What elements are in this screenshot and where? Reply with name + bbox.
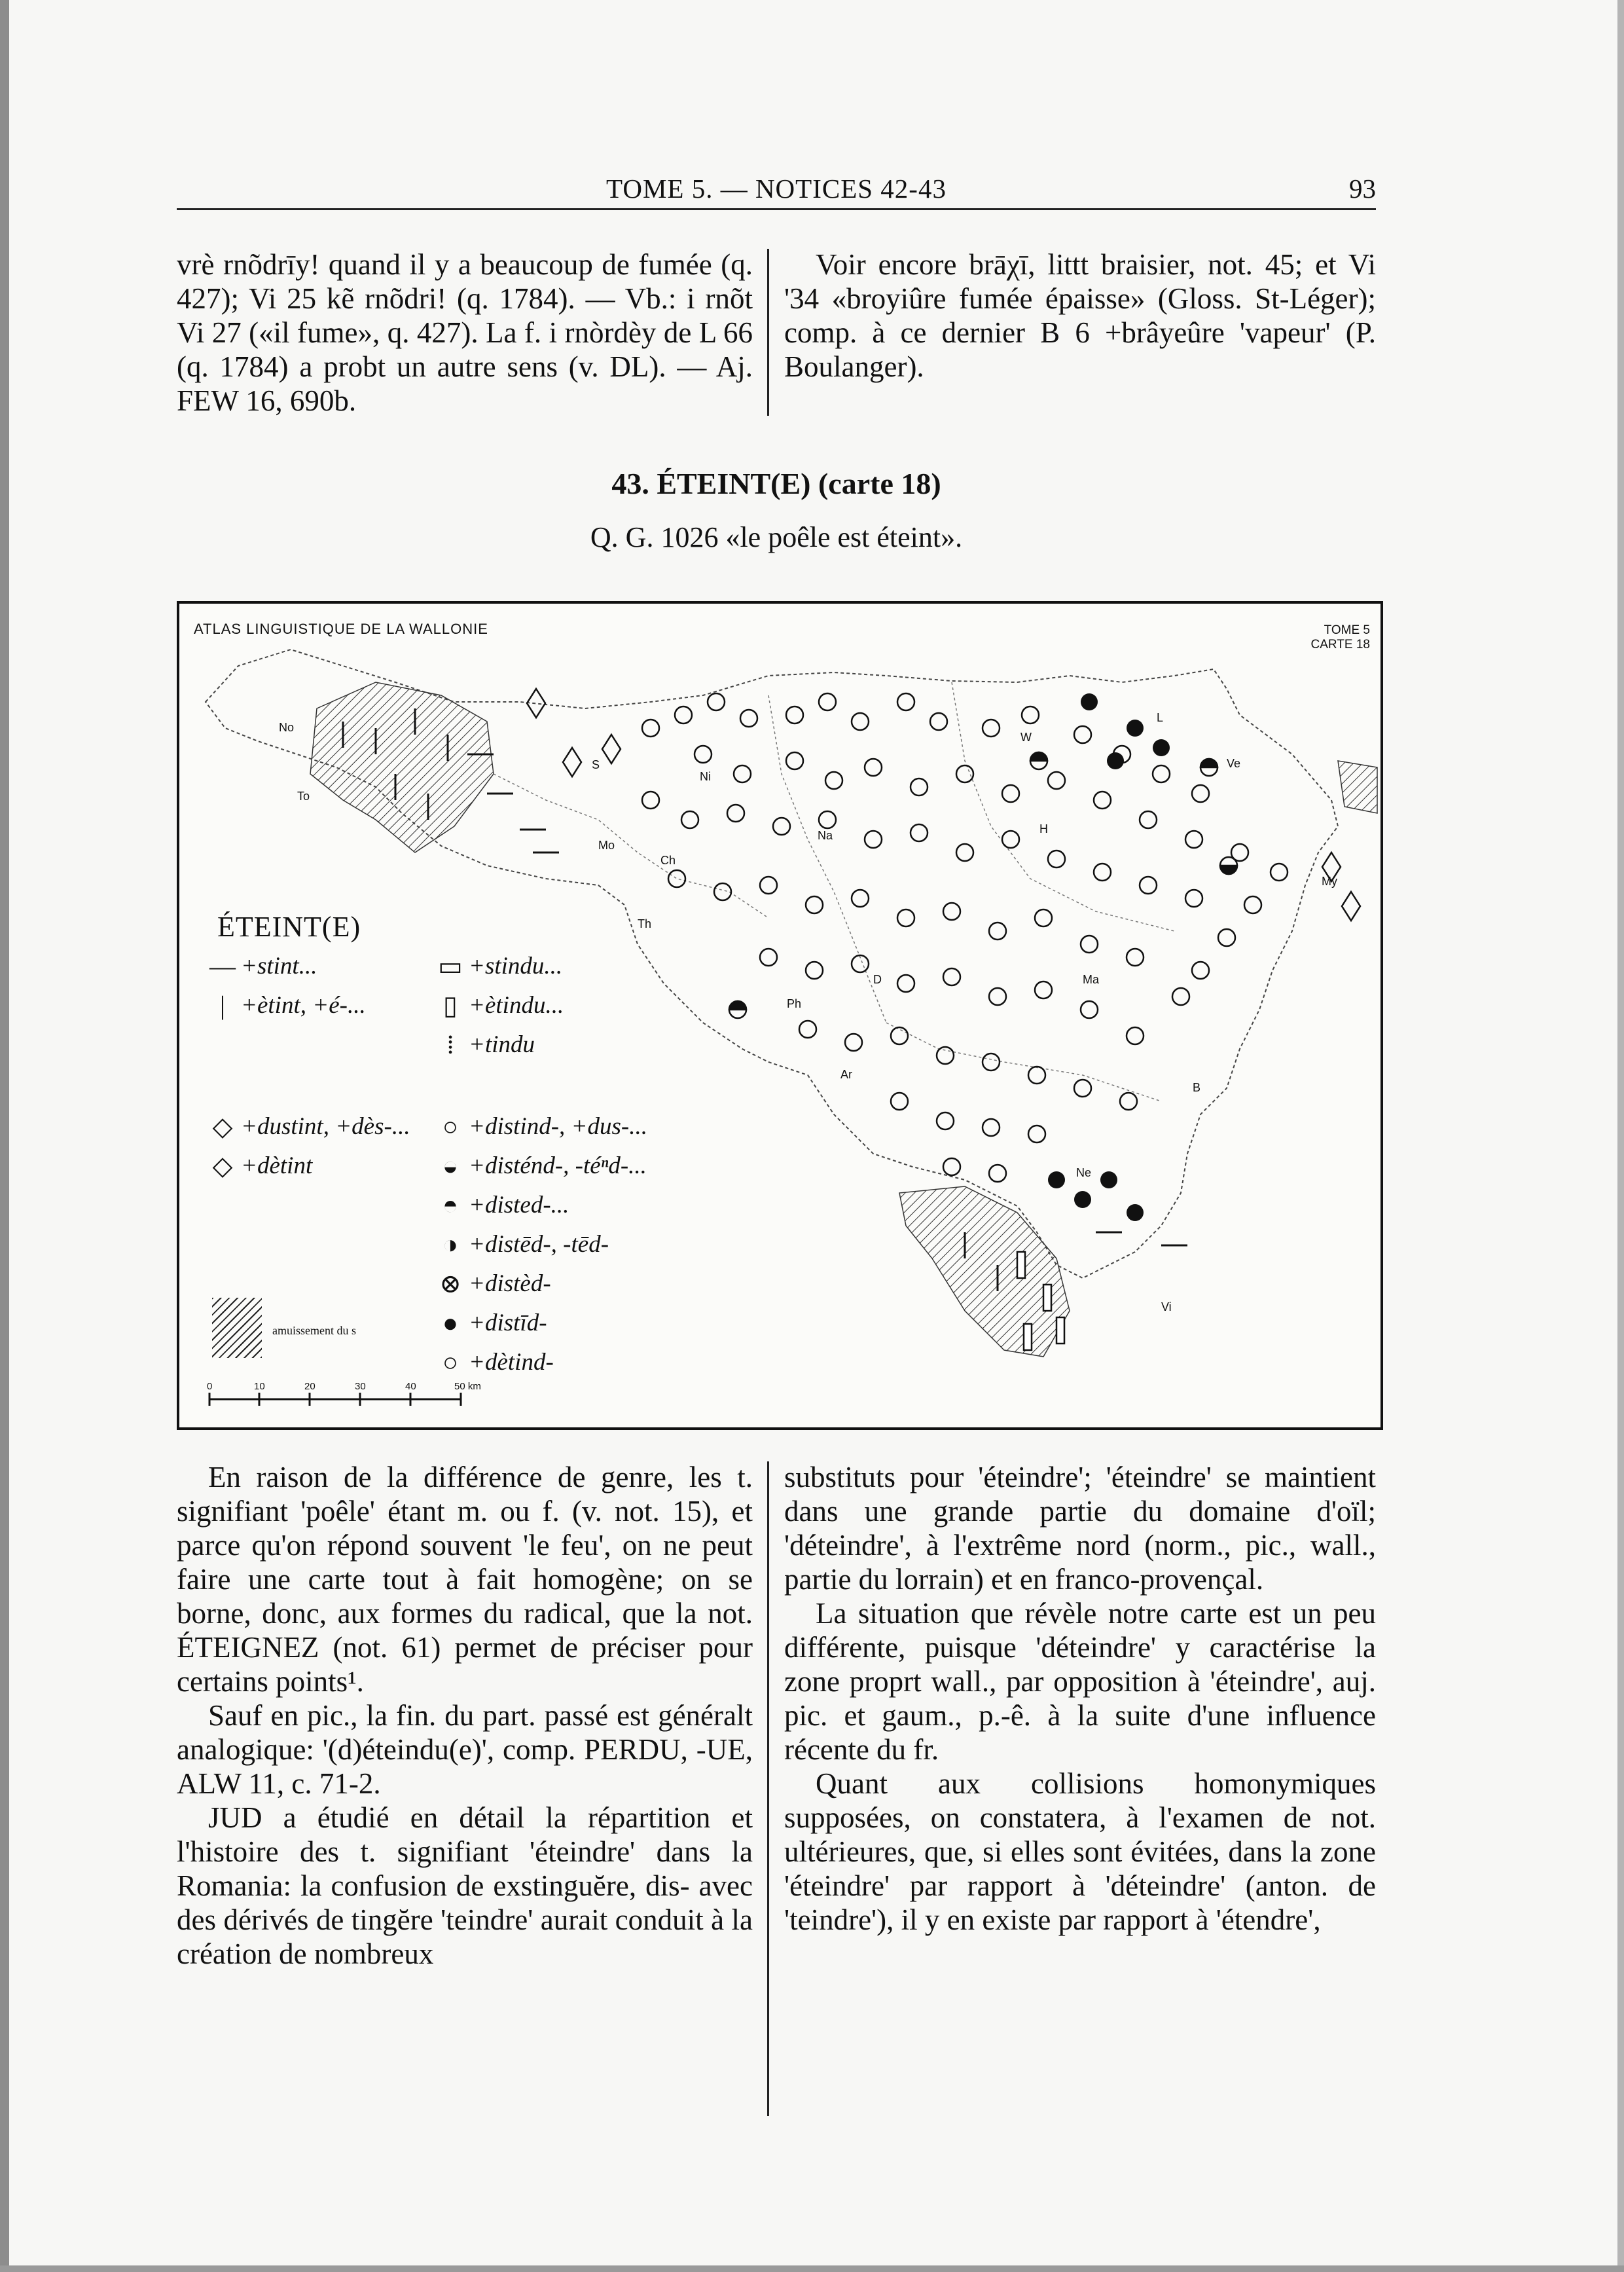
scan-edge-right: [1617, 0, 1624, 2272]
legend-item: [436, 1268, 551, 1299]
svg-text:W: W: [1020, 731, 1032, 744]
legend-item: [436, 1029, 535, 1060]
survey-points: [642, 693, 1288, 1182]
legend-label: +distēd-, -tēd-: [469, 1231, 609, 1258]
page-number: 93: [1349, 174, 1376, 204]
legend-item: [436, 1190, 569, 1220]
legend-item: [436, 1111, 647, 1142]
scale-tick-label: 10: [254, 1381, 265, 1392]
paragraph: Quant aux collisions homonymiques supposées, on constatera, à l'examen de not. ultérieures, que, si elles sont évitées, dans la zone 'éteindre' par rapport à 'déteindre' (anton. de 'teindre'), il y en existe par rapport à 'étendre',: [784, 1767, 1376, 1936]
legend-symbol: ◇: [212, 1112, 233, 1141]
section-title: 43. ÉTEINT(E) (carte 18): [611, 467, 941, 500]
scale-tick-label: 20: [304, 1381, 316, 1392]
svg-text:No: No: [279, 721, 295, 734]
top-right-column: [784, 247, 1376, 384]
svg-text:Ph: Ph: [787, 997, 802, 1010]
legend-symbol: ▭: [438, 951, 463, 981]
legend-symbol: ▯: [442, 991, 458, 1020]
legend-item: [436, 1150, 647, 1181]
legend-title: ÉTEINT(E): [217, 911, 361, 943]
half-filled-points: [729, 752, 1237, 1018]
legend-label: +dustint, +dès-...: [241, 1113, 410, 1140]
filled-points: [1048, 693, 1170, 1221]
province-boundary: [494, 774, 768, 918]
svg-text:Ni: Ni: [700, 770, 711, 783]
svg-text:Na: Na: [818, 829, 833, 842]
legend-item: [436, 951, 562, 981]
svg-text:Th: Th: [638, 917, 652, 930]
province-boundary: [886, 1023, 1161, 1101]
province-boundary: [768, 695, 886, 1023]
svg-text:D: D: [873, 973, 882, 986]
bottom-left-column: [177, 1460, 753, 1971]
column-divider-bottom: [767, 1461, 769, 2116]
legend-item: [208, 990, 366, 1021]
legend-label: +dètint: [241, 1152, 313, 1179]
svg-text:My: My: [1322, 875, 1337, 888]
legend-symbol: ●: [442, 1308, 459, 1338]
tome-label: [1311, 623, 1370, 652]
legend-item: [208, 1150, 312, 1181]
scale-tick-label: 30: [355, 1381, 366, 1392]
legend-item: [208, 951, 317, 981]
province-boundary: [952, 682, 1174, 931]
scale-tick-label: 40: [405, 1381, 416, 1392]
svg-text:H: H: [1039, 822, 1048, 835]
svg-text:Vi: Vi: [1161, 1300, 1172, 1313]
scan-edge-left: [0, 0, 9, 2272]
legend-label: +ètindu...: [469, 992, 564, 1019]
legend-symbol: ◑: [442, 1230, 459, 1259]
legend-label: +disténd-, -téⁿd-...: [469, 1152, 647, 1179]
scale-tick-label: 0: [207, 1381, 213, 1392]
legend-item: [436, 1308, 547, 1338]
scale-bar: [209, 1393, 461, 1406]
legend-symbol: ◇: [212, 1151, 233, 1181]
paragraph: JUD a étudié en détail la répartition et l'histoire des t. signifiant 'éteindre' dans la Romania: la confusion de exstinguĕre, dis- avec des dérivés de tingĕre 'teindre' aurait conduit à la création de nombreux: [177, 1801, 753, 1970]
scale-labels: [207, 1381, 481, 1392]
svg-text:To: To: [297, 790, 310, 803]
legend-symbol: ⁞: [446, 1030, 454, 1059]
section-subtitle: Q. G. 1026 «le poêle est éteint».: [590, 521, 963, 553]
legend-label: +distind-, +dus-...: [469, 1113, 647, 1140]
svg-text:Ch: Ch: [660, 854, 676, 867]
top-left-paragraph: vrè rnõdrīy! quand il y a beaucoup de fumée (q. 427); Vi 25 kẽ rnõdri! (q. 1784). — Vb.: i rnõt Vi 27 («il fume», q. 427). La f. i rnòrdèy de L 66 (q. 1784) a probt un autre sens (v. DL). — Aj. FEW 16, 690b.: [177, 248, 753, 417]
atlas-label: ATLAS LINGUISTIQUE DE LA WALLONIE: [194, 621, 488, 637]
paragraph: Sauf en pic., la fin. du part. passé est généralt analogique: '(d)éteindu(e)', comp. PERDU, -UE, ALW 11, c. 71-2.: [177, 1699, 753, 1800]
legend-label: +tindu: [469, 1031, 535, 1058]
legend-label: +dètind-: [469, 1349, 554, 1376]
legend-item: [436, 1347, 554, 1378]
legend-item: [436, 990, 564, 1021]
legend-symbol: |: [219, 991, 225, 1020]
svg-text:Ar: Ar: [840, 1068, 852, 1081]
linguistic-map: [177, 601, 1383, 1430]
svg-text:S: S: [592, 758, 600, 771]
top-left-column: [177, 247, 753, 418]
svg-text:L: L: [1157, 711, 1164, 724]
paragraph: En raison de la différence de genre, les t. signifiant 'poêle' étant m. ou f. (v. not. 15), et parce qu'on répond souvent 'le feu', on ne peut faire une carte tout à fait homogène; on se borne, donc, aux formes du radical, que la not. ÉTEIGNEZ (not. 61) permet de préciser pour certains points¹.: [177, 1461, 753, 1698]
svg-text:B: B: [1193, 1081, 1201, 1094]
hatched-zone-south: [899, 1186, 1070, 1357]
legend-symbol: ○: [442, 1112, 459, 1141]
legend-symbol: ⊗: [439, 1269, 461, 1298]
paragraph: substituts pour 'éteindre'; 'éteindre' se maintient dans une grande partie du domaine d'oïl; 'déteindre', à l'extrême nord (norm., pic., wall., partie du lorrain) et en franco-provençal.: [784, 1461, 1376, 1596]
hatch-legend-label: amuissement du s: [272, 1324, 356, 1337]
scale-tick-label: 50 km: [454, 1381, 481, 1392]
legend-item: [436, 1229, 609, 1260]
svg-text:Ne: Ne: [1076, 1166, 1092, 1179]
legend-symbol: ◓: [442, 1190, 459, 1220]
legend-symbol: ○: [442, 1347, 459, 1377]
svg-text:Mo: Mo: [598, 839, 615, 852]
legend-label: +stint...: [241, 953, 317, 980]
running-title: TOME 5. — NOTICES 42-43: [606, 174, 947, 204]
legend-symbol: ◒: [442, 1151, 459, 1181]
hatched-zone-north: [310, 682, 494, 852]
hatch-legend-swatch: [212, 1298, 262, 1358]
legend-label: +stindu...: [469, 953, 563, 980]
scan-edge-bottom: [0, 2265, 1624, 2272]
carte-line: CARTE 18: [1310, 638, 1370, 651]
legend-symbol: —: [209, 951, 236, 981]
bottom-right-column: [784, 1460, 1376, 1937]
top-right-paragraph: Voir encore brāχī, littt braisier, not. 45; et Vi '34 «broyiûre fumée épaisse» (Gloss. St-Léger); comp. à ce dernier B 6 +brâyeûre 'vapeur' (P. Boulanger).: [784, 248, 1376, 383]
running-head: [177, 172, 1376, 210]
legend-label: +disted-...: [469, 1192, 569, 1218]
hatched-zone-east: [1338, 761, 1377, 813]
paragraph: La situation que révèle notre carte est un peu différente, puisque 'déteindre' y caractérise la zone proprt wall., par opposition à 'éteindre', auj. pic. et gaum., p.-ê. à la suite d'une influence récente du fr.: [784, 1597, 1376, 1766]
legend-label: +ètint, +é-...: [241, 992, 366, 1019]
tome-line: TOME 5: [1324, 623, 1370, 637]
svg-text:Ma: Ma: [1083, 973, 1100, 986]
svg-text:Ve: Ve: [1227, 757, 1241, 770]
legend-item: [208, 1111, 410, 1142]
column-divider-top: [767, 249, 769, 416]
diamond-points: [527, 689, 1360, 921]
legend-label: +distīd-: [469, 1310, 547, 1336]
legend-label: +distèd-: [469, 1270, 551, 1297]
